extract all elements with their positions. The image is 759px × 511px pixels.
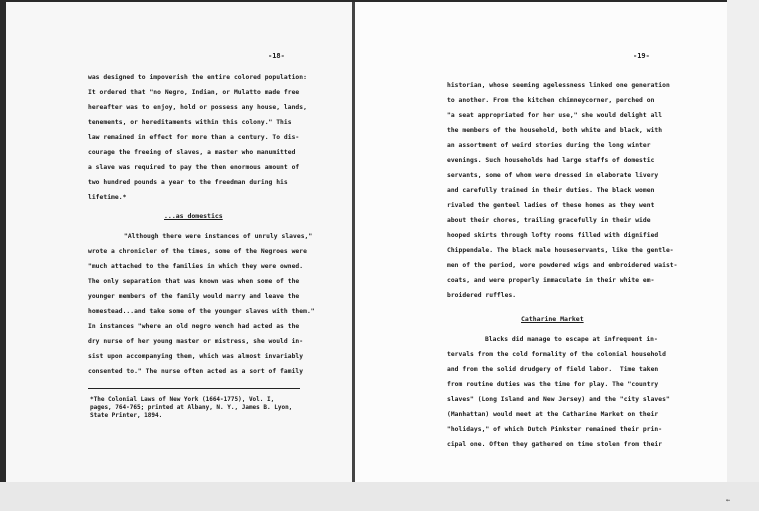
- text-line: tenements, or hereditaments within this colony." This: [88, 119, 292, 126]
- text-line: hooped skirts through lofty rooms filled with dignified: [447, 232, 659, 239]
- corner-arrow-icon: ←: [726, 496, 731, 504]
- text-line: law remained in effect for more than a century. To dis-: [88, 134, 300, 141]
- text-line: courage the freeing of slaves, a master who manumitted: [88, 149, 296, 156]
- text-line: the members of the household, both white and black, with: [447, 127, 663, 134]
- text-line: consented to." The nurse often acted as a sort of family: [88, 368, 304, 375]
- page-number: -18-: [268, 52, 285, 60]
- text-line: a slave was required to pay the then enormous amount of: [88, 164, 300, 171]
- right-page: [355, 2, 727, 482]
- text-line: lifetime.*: [88, 194, 127, 201]
- text-line: slaves" (Long Island and New Jersey) and the "city slaves": [447, 396, 670, 403]
- text-line: men of the period, wore powdered wigs and embroidered waist-: [447, 262, 678, 269]
- text-line: In instances "where an old negro wench had acted as the: [88, 323, 300, 330]
- text-line: about their chores, trailing gracefully in their wide: [447, 217, 651, 224]
- footnote-line: pages, 764-765; printed at Albany, N. Y., James B. Lyon,: [90, 404, 293, 411]
- text-line: It ordered that "no Negro, Indian, or Mulatto made free: [88, 89, 300, 96]
- text-line: from routine duties was the time for play. The "country: [447, 381, 659, 388]
- text-line: "a seat appropriated for her use," she would delight all: [447, 112, 663, 119]
- text-line: Blacks did manage to escape at infrequent in-: [485, 336, 658, 343]
- section-heading: Catharine Market: [521, 315, 584, 323]
- text-line: sist upon accompanying them, which was almost invariably: [88, 353, 304, 360]
- text-line: tervals from the cold formality of the colonial household: [447, 351, 666, 358]
- text-line: broidered ruffles.: [447, 292, 517, 299]
- page-number: -19-: [633, 52, 650, 60]
- text-line: hereafter was to enjoy, hold or possess any house, lands,: [88, 104, 307, 111]
- text-line: wrote a chronicler of the times, some of the Negroes were: [88, 248, 307, 255]
- text-line: homestead...and take some of the younger slaves with them.": [88, 308, 315, 315]
- text-line: "Although there were instances of unruly slaves,": [124, 233, 313, 240]
- text-line: The only separation that was known was when some of the: [88, 278, 300, 285]
- text-line: rivaled the genteel ladies of these homes as they went: [447, 202, 655, 209]
- text-line: historian, whose seeming agelessness linked one generation: [447, 82, 670, 89]
- footnote-line: *The Colonial Laws of New York (1664-1775), Vol. I,: [90, 396, 275, 403]
- text-line: two hundred pounds a year to the freedman during his: [88, 179, 288, 186]
- footnote-line: State Printer, 1894.: [90, 412, 163, 419]
- text-line: to another. From the kitchen chimneycorner, perched on: [447, 97, 655, 104]
- text-line: evenings. Such households had large staffs of domestic: [447, 157, 655, 164]
- text-line: "holidays," of which Dutch Pinkster remained their prin-: [447, 426, 663, 433]
- text-line: coats, and were properly immaculate in their white em-: [447, 277, 655, 284]
- scan-right-margin: [727, 0, 759, 511]
- text-line: servants, some of whom were dressed in elaborate livery: [447, 172, 659, 179]
- footnote-rule: [88, 388, 300, 389]
- text-line: was designed to impoverish the entire colored population:: [88, 74, 307, 81]
- text-line: (Manhattan) would meet at the Catharine Market on their: [447, 411, 659, 418]
- text-line: and carefully trained in their duties. The black women: [447, 187, 655, 194]
- text-line: Chippendale. The black male houseservants, like the gentle-: [447, 247, 674, 254]
- text-line: an assortment of weird stories during the long winter: [447, 142, 651, 149]
- text-line: cipal one. Often they gathered on time stolen from their: [447, 441, 663, 448]
- left-page: [6, 2, 352, 482]
- text-line: younger members of the family would marry and leave the: [88, 293, 300, 300]
- scan-bottom-band: [0, 482, 759, 511]
- text-line: dry nurse of her young master or mistress, she would in-: [88, 338, 304, 345]
- text-line: and from the solid drudgery of field labor. Time taken: [447, 366, 659, 373]
- section-heading: ...as domestics: [164, 212, 223, 220]
- text-line: "much attached to the families in which they were owned.: [88, 263, 304, 270]
